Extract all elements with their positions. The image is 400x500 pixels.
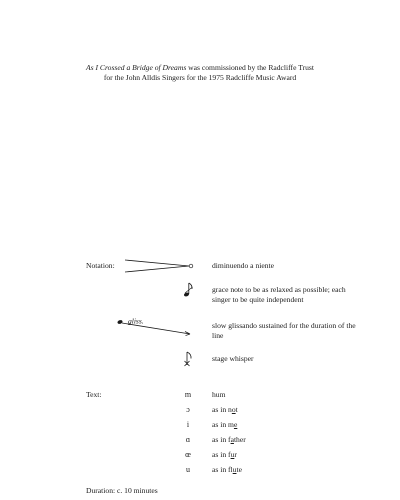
ipa-symbol-u: u bbox=[186, 465, 190, 474]
commission-line1-rest: was commissioned by the Radcliffe Trust bbox=[186, 63, 314, 72]
ipa-symbol-i: i bbox=[186, 420, 190, 429]
ipa-description-oe: as in fur bbox=[212, 450, 237, 459]
glissando-icon bbox=[116, 316, 196, 338]
ipa-description-u: as in flute bbox=[212, 465, 242, 474]
ipa-symbol-open-o: ɔ bbox=[186, 405, 190, 414]
commission-line2: for the John Alldis Singers for the 1975 Radcliffe Music Award bbox=[103, 73, 297, 82]
grace-note-icon bbox=[183, 282, 195, 298]
gliss-label: gliss. bbox=[128, 316, 144, 326]
ipa-description-open-o: as in not bbox=[212, 405, 238, 414]
text-label: Text: bbox=[86, 390, 102, 399]
ipa-description-i: as in me bbox=[212, 420, 238, 429]
work-title: As I Crossed a Bridge of Dreams bbox=[86, 63, 187, 72]
glissando-description: slow glissando sustained for the duration of the line bbox=[212, 321, 356, 340]
ipa-description-m: hum bbox=[212, 390, 226, 399]
ipa-symbol-a: ɑ bbox=[185, 435, 191, 444]
stage-whisper-description: stage whisper bbox=[212, 354, 254, 363]
diminuendo-hairpin-icon bbox=[125, 258, 195, 274]
duration-note: Duration: c. 10 minutes bbox=[86, 486, 158, 495]
diminuendo-description: diminuendo a niente bbox=[212, 261, 274, 270]
notation-label: Notation: bbox=[86, 261, 115, 270]
stage-whisper-note-icon bbox=[183, 350, 195, 368]
ipa-symbol-m: m bbox=[184, 390, 192, 399]
commission-note bbox=[60, 63, 340, 83]
ipa-symbol-oe: œ bbox=[185, 450, 191, 459]
ipa-description-a: as in father bbox=[212, 435, 246, 444]
grace-note-description: grace note to be as relaxed as possible; each singer to be quite independent bbox=[212, 285, 346, 304]
